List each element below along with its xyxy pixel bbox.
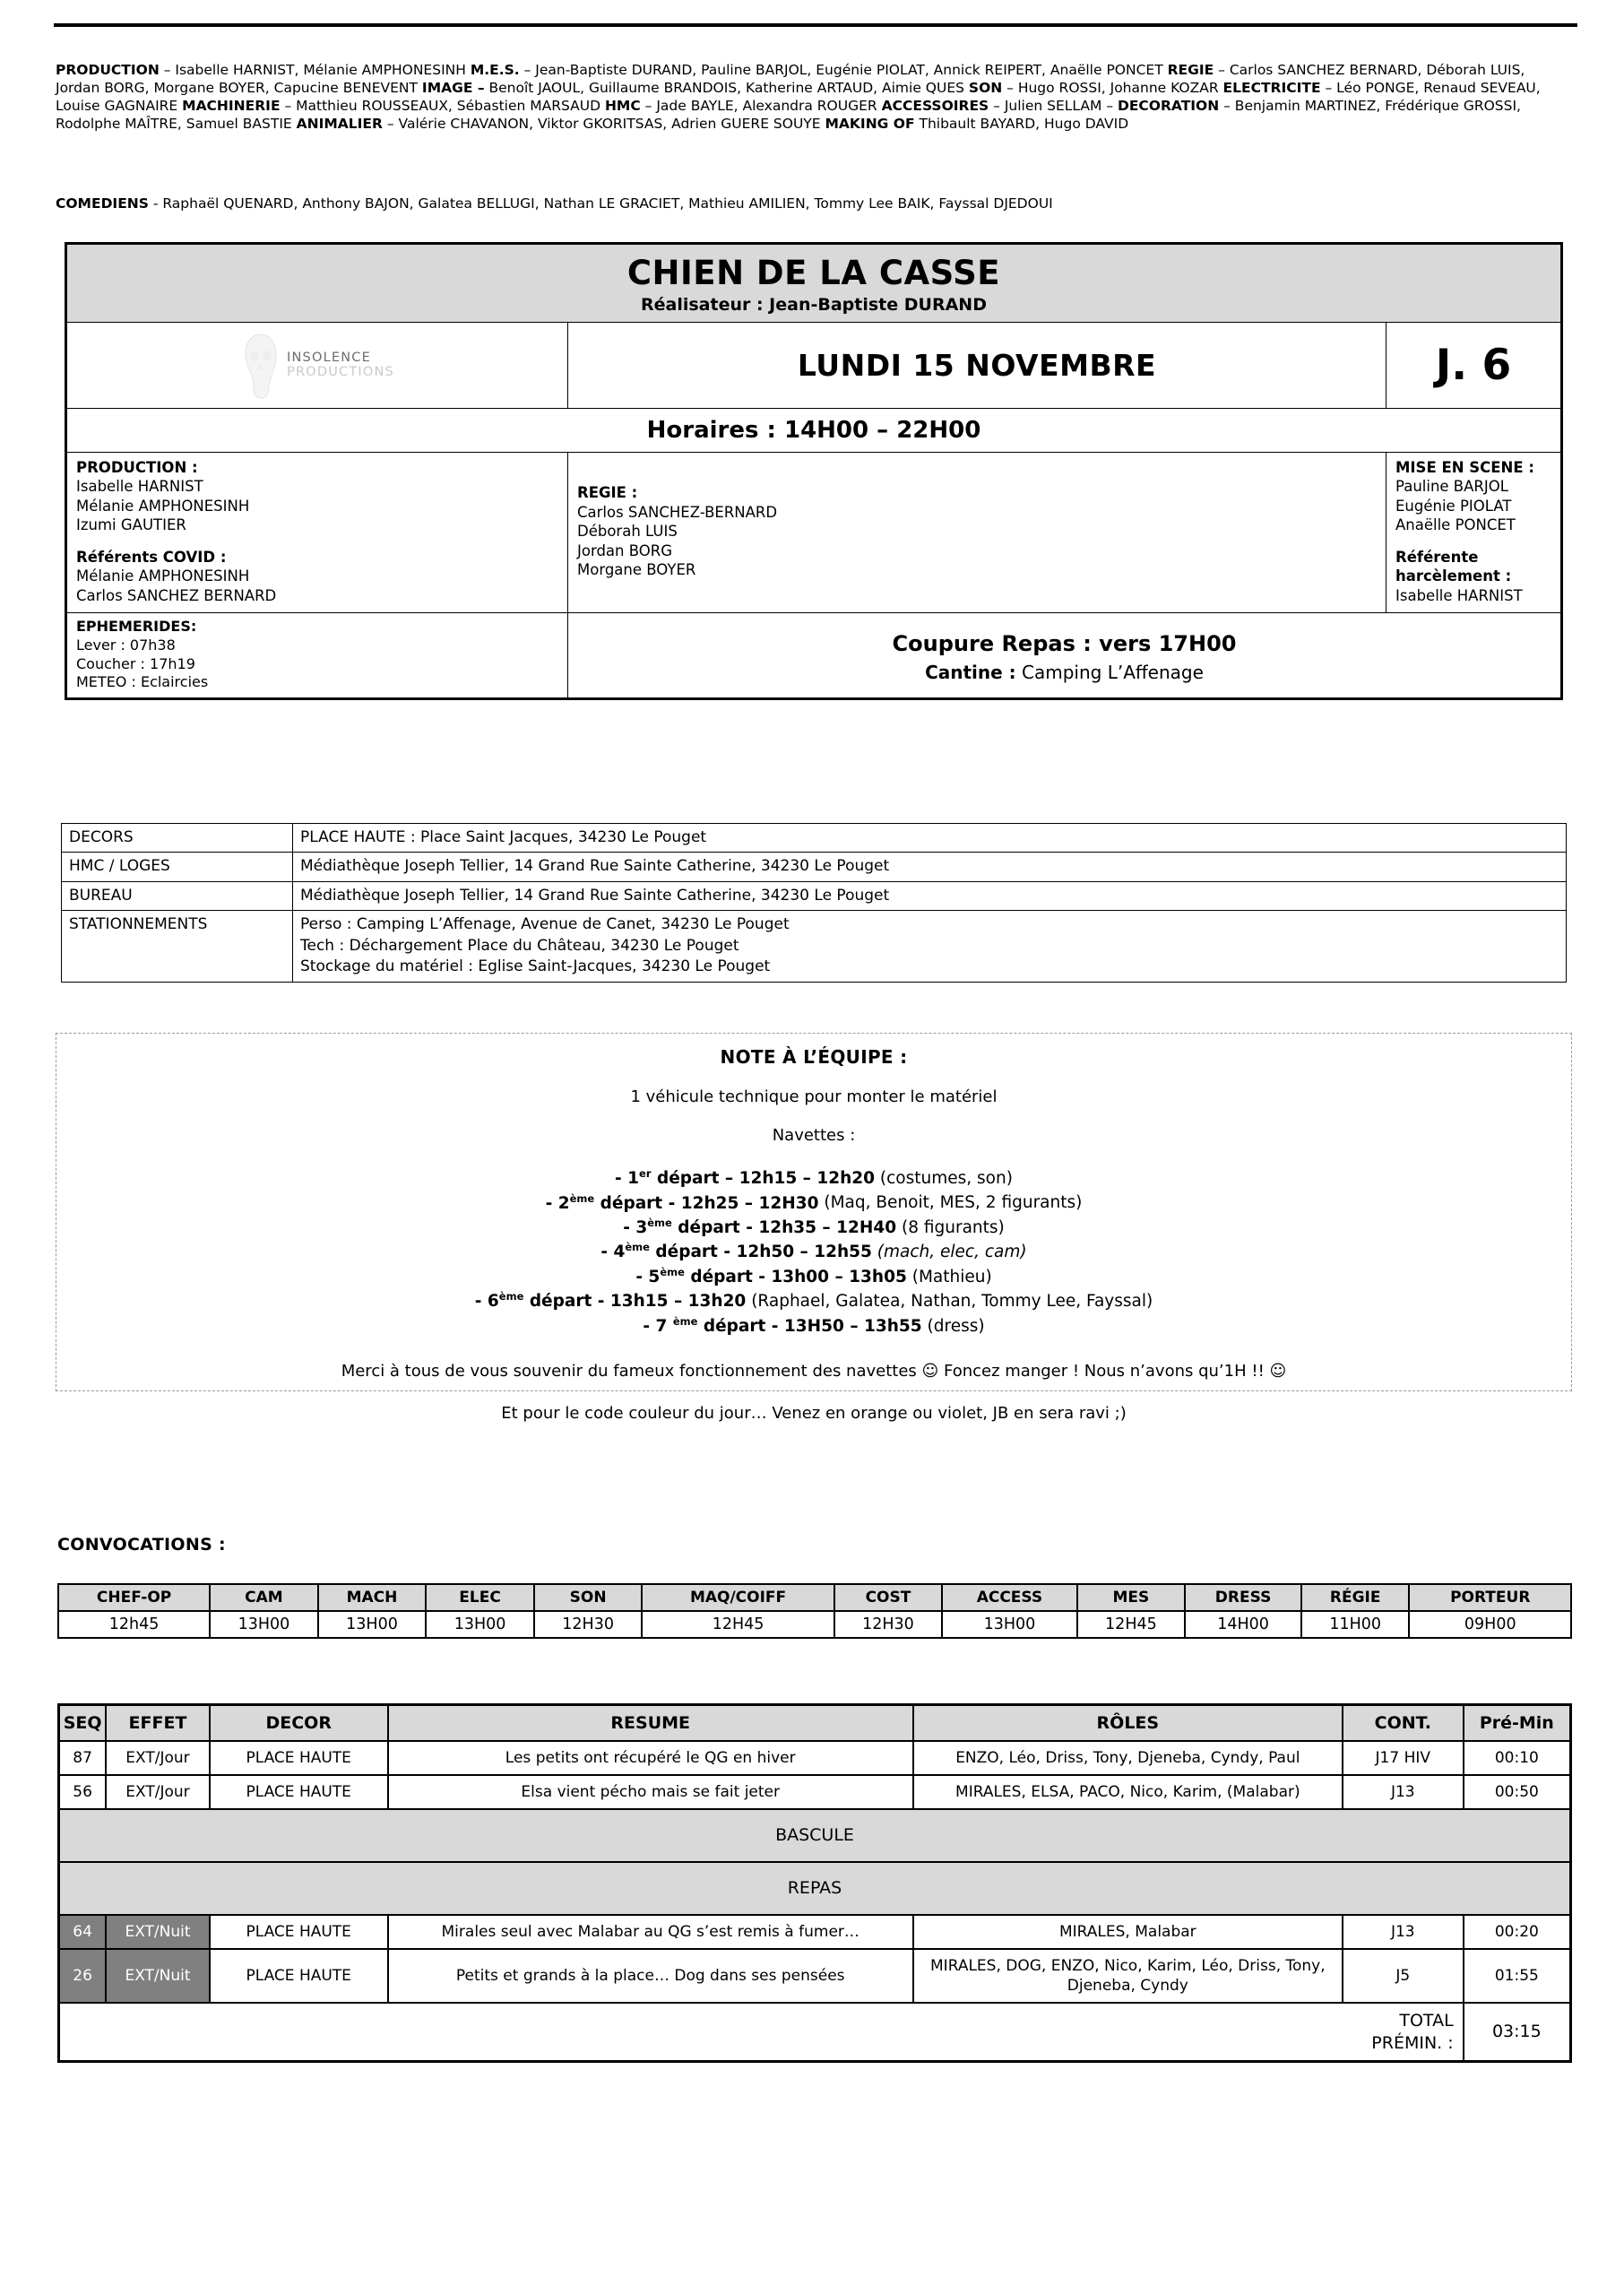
crew-names: Thibault BAYARD, Hugo DAVID xyxy=(914,116,1129,133)
shuttle-passengers: (dress) xyxy=(921,1316,985,1336)
scene-decor: PLACE HAUTE xyxy=(210,1775,388,1809)
shuttle-departure xyxy=(56,1216,1571,1240)
shuttle-time: - 3ème départ - 12h35 – 12H40 xyxy=(623,1216,897,1237)
convocations-times-row xyxy=(58,1611,1571,1638)
day-number: J. 6 xyxy=(1386,323,1562,409)
shoot-date: LUNDI 15 NOVEMBRE xyxy=(568,323,1386,409)
meal-cell xyxy=(568,613,1562,699)
crew-names: – Hugo ROSSI, Johanne KOZAR xyxy=(1002,80,1223,97)
shuttle-passengers: (Maq, Benoit, MES, 2 figurants) xyxy=(818,1193,1083,1213)
scene-number: 87 xyxy=(59,1741,107,1775)
convocation-department-header: PORTEUR xyxy=(1409,1584,1571,1611)
production-name: Izumi GAUTIER xyxy=(76,516,186,534)
table-row xyxy=(59,1775,1571,1809)
crew-names: – Jean-Baptiste DURAND, Pauline BARJOL, Eugénie PIOLAT, Annick REIPERT, Anaëlle PONCET xyxy=(519,62,1168,78)
scene-premin: 00:20 xyxy=(1464,1915,1571,1949)
shuttle-departure xyxy=(56,1191,1571,1215)
scene-continuity: J5 xyxy=(1343,1949,1464,2003)
total-spacer xyxy=(59,2003,1343,2062)
table-row xyxy=(62,853,1567,881)
crew-names: Benoît JAOUL, Guillaume BRANDOIS, Katherine ARTAUD, Aimie QUES xyxy=(484,80,969,97)
cast-line xyxy=(56,195,1572,212)
scene-decor: PLACE HAUTE xyxy=(210,1915,388,1949)
crew-names: – Isabelle HARNIST, Mélanie AMPHONESINH xyxy=(159,62,471,78)
ordinal-suffix: ème xyxy=(647,1216,672,1229)
convocations-table xyxy=(57,1583,1572,1639)
canteen-value: Camping L’Affenage xyxy=(1015,662,1204,684)
convocation-department-header: CAM xyxy=(210,1584,318,1611)
sunset-line: Coucher : 17h19 xyxy=(76,654,195,672)
team-note-footer-1: Merci à tous de vous souvenir du fameux fonctionnement des navettes ☺ Foncez manger ! Nous n’avons qu’1H !! ☺ xyxy=(341,1361,1287,1381)
ordinal-suffix: er xyxy=(639,1167,652,1180)
table-row xyxy=(62,824,1567,853)
convocation-time: 09H00 xyxy=(1409,1611,1571,1638)
shuttle-departure xyxy=(56,1240,1571,1264)
sunrise-line: Lever : 07h38 xyxy=(76,636,176,654)
shuttle-departure xyxy=(56,1314,1571,1338)
location-key: HMC / LOGES xyxy=(62,853,293,881)
convocations-header-row xyxy=(58,1584,1571,1611)
production-name: Isabelle HARNIST xyxy=(76,478,203,496)
scene-premin: 00:50 xyxy=(1464,1775,1571,1809)
hours-row xyxy=(66,409,1562,453)
convocation-department-header: MACH xyxy=(318,1584,427,1611)
crew-department-label: M.E.S. xyxy=(470,62,520,78)
crew-department-label: MAKING OF xyxy=(825,116,915,133)
scene-decor: PLACE HAUTE xyxy=(210,1949,388,2003)
regie-name: Morgane BOYER xyxy=(577,561,696,579)
insolence-skull-logo-icon xyxy=(240,333,281,399)
scene-effect: EXT/Nuit xyxy=(106,1915,210,1949)
scene-roles: MIRALES, Malabar xyxy=(913,1915,1343,1949)
crew-department-label: DECORATION xyxy=(1117,98,1220,115)
scene-premin: 01:55 xyxy=(1464,1949,1571,2003)
scene-effect: EXT/Jour xyxy=(106,1775,210,1809)
convocation-department-header: COST xyxy=(834,1584,943,1611)
convocation-time: 13H00 xyxy=(426,1611,534,1638)
crew-department-label: MACHINERIE xyxy=(182,98,281,115)
regie-name: Jordan BORG xyxy=(577,541,673,559)
ephemerides-cell xyxy=(66,613,568,699)
shuttle-passengers: (Mathieu) xyxy=(906,1267,992,1286)
title-cell xyxy=(66,244,1562,323)
ephemerides-title: EPHEMERIDES: xyxy=(76,618,197,636)
mise-en-scene-name: Eugénie PIOLAT xyxy=(1395,497,1512,515)
sequence-column-header: DECOR xyxy=(210,1705,388,1742)
convocation-department-header: SON xyxy=(534,1584,643,1611)
convocation-time: 12H45 xyxy=(642,1611,834,1638)
shuttle-time: - 1er départ – 12h15 – 12h20 xyxy=(615,1167,876,1189)
crew-department-label: HMC xyxy=(604,98,641,115)
convocation-time: 13H00 xyxy=(210,1611,318,1638)
scene-number: 56 xyxy=(59,1775,107,1809)
scene-summary: Les petits ont récupéré le QG en hiver xyxy=(388,1741,913,1775)
director-line: Réalisateur : Jean-Baptiste DURAND xyxy=(641,295,987,315)
convocation-department-header: ACCESS xyxy=(942,1584,1076,1611)
scene-summary: Petits et grands à la place… Dog dans ses pensées xyxy=(388,1949,913,2003)
table-row xyxy=(59,1915,1571,1949)
logo-line-1: INSOLENCE xyxy=(287,351,371,366)
scene-number: 26 xyxy=(59,1949,107,2003)
location-key: DECORS xyxy=(62,824,293,853)
canteen-label: Cantine : xyxy=(925,662,1016,684)
shuttle-passengers: (costumes, son) xyxy=(875,1169,1013,1189)
team-note-line-1: 1 véhicule technique pour monter le matériel xyxy=(630,1087,998,1106)
convocation-time: 14H00 xyxy=(1185,1611,1301,1638)
crew-credits-paragraph xyxy=(56,61,1572,134)
crew-names: – Julien SELLAM – xyxy=(989,98,1118,115)
convocation-time: 12h45 xyxy=(58,1611,210,1638)
production-name: Mélanie AMPHONESINH xyxy=(76,497,250,515)
convocation-time: 12H45 xyxy=(1077,1611,1186,1638)
ordinal-suffix: ème xyxy=(625,1241,650,1254)
mise-en-scene-department xyxy=(1386,453,1562,613)
shuttle-departure xyxy=(56,1166,1571,1191)
team-note-title: NOTE À L’ÉQUIPE : xyxy=(720,1046,908,1068)
title-row xyxy=(66,244,1562,323)
shuttle-passengers: (Raphael, Galatea, Nathan, Tommy Lee, Fayssal) xyxy=(746,1292,1153,1312)
convocation-department-header: MAQ/COIFF xyxy=(642,1584,834,1611)
team-note-line-2: Navettes : xyxy=(772,1126,856,1145)
canteen-line xyxy=(568,662,1560,683)
table-row xyxy=(59,1949,1571,2003)
convocation-department-header: CHEF-OP xyxy=(58,1584,210,1611)
sequence-column-header: EFFET xyxy=(106,1705,210,1742)
total-premin-label: TOTAL PRÉMIN. : xyxy=(1343,2003,1464,2062)
harassment-referent-name: Isabelle HARNIST xyxy=(1395,586,1523,604)
convocation-department-header: RÉGIE xyxy=(1301,1584,1410,1611)
scene-effect: EXT/Nuit xyxy=(106,1949,210,2003)
crew-names: – Matthieu ROUSSEAUX, Sébastien MARSAUD xyxy=(280,98,605,115)
cast-label: COMEDIENS xyxy=(56,195,149,212)
covid-referent-name: Carlos SANCHEZ BERNARD xyxy=(76,586,277,604)
crew-department-label: ACCESSOIRES xyxy=(881,98,989,115)
shuttle-departure xyxy=(56,1265,1571,1289)
scene-continuity: J17 HIV xyxy=(1343,1741,1464,1775)
crew-department-label: PRODUCTION xyxy=(56,62,160,78)
scene-summary: Elsa vient pécho mais se fait jeter xyxy=(388,1775,913,1809)
convocation-time: 11H00 xyxy=(1301,1611,1410,1638)
shuttle-time: - 4ème départ - 12h50 – 12h55 xyxy=(600,1241,872,1262)
location-value: PLACE HAUTE : Place Saint Jacques, 34230 Le Pouget xyxy=(293,824,1567,853)
production-department xyxy=(66,453,568,613)
table-row xyxy=(59,1741,1571,1775)
ordinal-suffix: ème xyxy=(498,1290,524,1303)
shuttle-time: - 5ème départ - 13h00 – 13h05 xyxy=(635,1265,907,1286)
logo-line-2: PRODUCTIONS xyxy=(287,364,394,379)
covid-referent-name: Mélanie AMPHONESINH xyxy=(76,567,250,585)
shuttle-time: - 6ème départ - 13h15 – 13h20 xyxy=(474,1290,747,1312)
crew-department-label: ANIMALIER xyxy=(296,116,383,133)
crew-department-label: ELECTRICITE xyxy=(1222,80,1321,97)
scene-number: 64 xyxy=(59,1915,107,1949)
top-divider xyxy=(54,23,1577,27)
scene-summary: Mirales seul avec Malabar au QG s’est remis à fumer… xyxy=(388,1915,913,1949)
table-row xyxy=(62,911,1567,982)
location-value: Médiathèque Joseph Tellier, 14 Grand Rue Sainte Catherine, 34230 Le Pouget xyxy=(293,853,1567,881)
crew-names: – Valérie CHAVANON, Viktor GKORITSAS, Adrien GUERE SOUYE xyxy=(382,116,825,133)
crew-department-label: REGIE xyxy=(1167,62,1214,78)
convocation-department-header: DRESS xyxy=(1185,1584,1301,1611)
team-note-box xyxy=(56,1033,1572,1423)
sequence-header-row xyxy=(59,1705,1571,1742)
total-premin-value: 03:15 xyxy=(1464,2003,1571,2062)
scene-premin: 00:10 xyxy=(1464,1741,1571,1775)
convocation-time: 13H00 xyxy=(318,1611,427,1638)
shuttle-time: - 2ème départ - 12h25 – 12H30 xyxy=(545,1191,819,1213)
logo-cell xyxy=(66,323,568,409)
departments-row xyxy=(66,453,1562,613)
convocation-time: 13H00 xyxy=(942,1611,1076,1638)
regie-title: REGIE : xyxy=(577,484,638,502)
location-value: Médiathèque Joseph Tellier, 14 Grand Rue Sainte Catherine, 34230 Le Pouget xyxy=(293,881,1567,910)
schedule-band-row xyxy=(59,1809,1571,1862)
sequence-column-header: RÔLES xyxy=(913,1705,1343,1742)
scene-decor: PLACE HAUTE xyxy=(210,1741,388,1775)
table-row xyxy=(62,881,1567,910)
schedule-band-row xyxy=(59,1862,1571,1915)
convocation-department-header: ELEC xyxy=(426,1584,534,1611)
parking-perso: Perso : Camping L’Affenage, Avenue de Canet, 34230 Le Pouget xyxy=(300,915,790,934)
ephemerides-row xyxy=(66,613,1562,699)
regie-name: Déborah LUIS xyxy=(577,523,678,541)
sequence-column-header: SEQ xyxy=(59,1705,107,1742)
locations-table xyxy=(61,823,1567,983)
team-note-footer-2: Et pour le code couleur du jour… Venez en orange ou violet, JB en sera ravi ;) xyxy=(501,1403,1127,1423)
mise-en-scene-name: Anaëlle PONCET xyxy=(1395,516,1516,534)
crew-department-label: IMAGE – xyxy=(421,80,485,97)
ordinal-suffix: ème xyxy=(660,1265,685,1278)
total-row xyxy=(59,2003,1571,2062)
shuttle-passengers: (mach, elec, cam) xyxy=(871,1243,1027,1262)
mise-en-scene-name: Pauline BARJOL xyxy=(1395,478,1508,496)
crew-names: – Jade BAYLE, Alexandra ROUGER xyxy=(640,98,882,115)
sequence-column-header: RESUME xyxy=(388,1705,913,1742)
schedule-band-label: REPAS xyxy=(59,1862,1571,1915)
parking-tech: Tech : Déchargement Place du Château, 34230 Le Pouget xyxy=(300,936,739,955)
header-table xyxy=(65,242,1563,700)
crew-names: – Benjamin MARTINEZ, Frédérique GROSSI, Rodolphe MAÎTRE, Samuel BASTIE xyxy=(56,98,1521,133)
film-title: CHIEN DE LA CASSE xyxy=(626,254,1001,292)
sequence-table xyxy=(57,1703,1572,2063)
harassment-referent-title: Référente harcèlement : xyxy=(1395,548,1512,585)
ordinal-suffix: ème xyxy=(569,1191,595,1205)
schedule-band-label: BASCULE xyxy=(59,1809,1571,1862)
crew-names: – Léo PONGE, Renaud SEVEAU, Louise GAGNAIRE xyxy=(56,80,1541,115)
weather-line: METEO : Eclaircies xyxy=(76,673,209,691)
working-hours: Horaires : 14H00 – 22H00 xyxy=(66,409,1562,453)
convocations-label: CONVOCATIONS : xyxy=(57,1535,226,1555)
location-key: BUREAU xyxy=(62,881,293,910)
shuttle-schedule-list xyxy=(56,1166,1571,1338)
cast-names: - Raphaël QUENARD, Anthony BAJON, Galatea BELLUGI, Nathan LE GRACIET, Mathieu AMILIEN, Tommy Lee BAIK, Fayssal DJEDOUI xyxy=(148,195,1053,212)
crew-names: – Carlos SANCHEZ BERNARD, Déborah LUIS, Jordan BORG, Morgane BOYER, Capucine BENEVENT xyxy=(56,62,1525,97)
production-title: PRODUCTION : xyxy=(76,459,198,476)
convocation-time: 12H30 xyxy=(834,1611,943,1638)
covid-referents-title: Référents COVID : xyxy=(76,548,227,566)
scene-continuity: J13 xyxy=(1343,1775,1464,1809)
location-key: STATIONNEMENTS xyxy=(62,911,293,982)
shuttle-departure xyxy=(56,1289,1571,1313)
location-value xyxy=(293,911,1567,982)
scene-effect: EXT/Jour xyxy=(106,1741,210,1775)
parking-storage: Stockage du matériel : Eglise Saint-Jacques, 34230 Le Pouget xyxy=(300,957,771,976)
mise-en-scene-title: MISE EN SCENE : xyxy=(1395,459,1534,476)
convocation-time: 12H30 xyxy=(534,1611,643,1638)
convocation-department-header: MES xyxy=(1077,1584,1186,1611)
meal-break: Coupure Repas : vers 17H00 xyxy=(892,631,1237,657)
scene-roles: MIRALES, ELSA, PACO, Nico, Karim, (Malabar) xyxy=(913,1775,1343,1809)
sequence-column-header: CONT. xyxy=(1343,1705,1464,1742)
date-row xyxy=(66,323,1562,409)
scene-roles: ENZO, Léo, Driss, Tony, Djeneba, Cyndy, Paul xyxy=(913,1741,1343,1775)
scene-roles: MIRALES, DOG, ENZO, Nico, Karim, Léo, Driss, Tony, Djeneba, Cyndy xyxy=(913,1949,1343,2003)
sequence-body xyxy=(59,1741,1571,2062)
shuttle-passengers: (8 figurants) xyxy=(896,1218,1005,1237)
crew-department-label: SON xyxy=(968,80,1003,97)
scene-continuity: J13 xyxy=(1343,1915,1464,1949)
sequence-column-header: Pré-Min xyxy=(1464,1705,1571,1742)
shuttle-time: - 7 $^{ème}$ départ - 13H50 – 13h55 xyxy=(643,1314,922,1336)
regie-name: Carlos SANCHEZ-BERNARD xyxy=(577,503,778,521)
ordinal-suffix: ème xyxy=(672,1314,698,1328)
regie-department xyxy=(568,453,1386,613)
